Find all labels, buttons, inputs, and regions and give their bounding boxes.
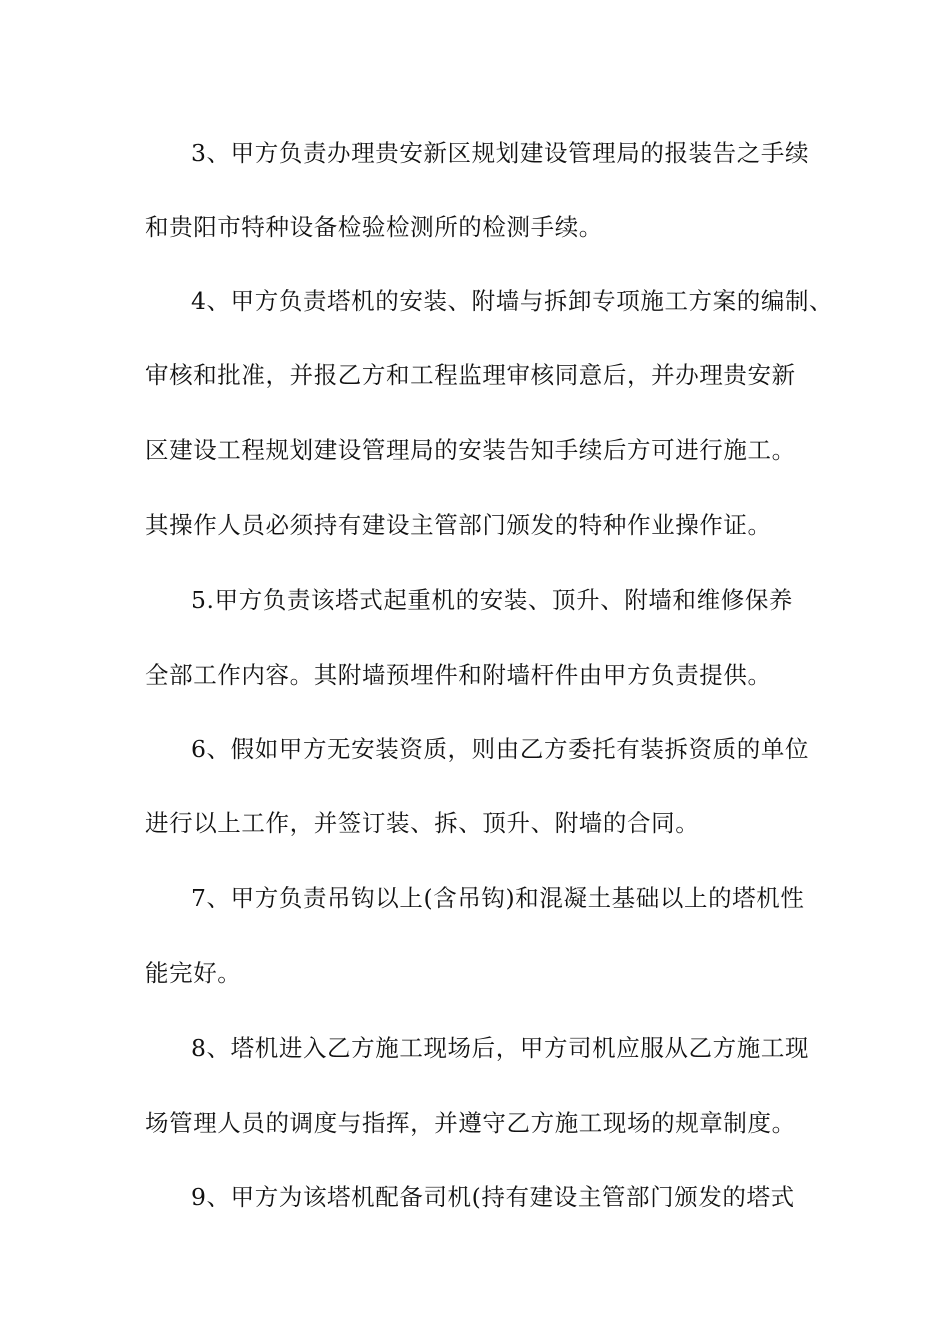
paragraph-6-line-1: 6、假如甲方无安装资质，则由乙方委托有装拆资质的单位	[191, 735, 810, 763]
paragraph-4-line-2: 审核和批准，并报乙方和工程监理审核同意后，并办理贵安新	[145, 361, 796, 389]
paragraph-9-line-1: 9、甲方为该塔机配备司机(持有建设主管部门颁发的塔式	[191, 1183, 795, 1211]
paragraph-7-line-1: 7、甲方负责吊钩以上(含吊钩)和混凝土基础以上的塔机性	[191, 884, 805, 912]
paragraph-4-line-4: 其操作人员必须持有建设主管部门颁发的特种作业操作证。	[145, 511, 772, 539]
paragraph-8-line-1: 8、塔机进入乙方施工现场后，甲方司机应服从乙方施工现	[191, 1034, 810, 1062]
paragraph-5-line-2: 全部工作内容。其附墙预埋件和附墙杆件由甲方负责提供。	[145, 661, 772, 689]
paragraph-5-line-1: 5.甲方负责该塔式起重机的安装、顶升、附墙和维修保养	[191, 586, 794, 614]
paragraph-3-line-1: 3、甲方负责办理贵安新区规划建设管理局的报装告之手续	[191, 139, 810, 167]
paragraph-3-line-2: 和贵阳市特种设备检验检测所的检测手续。	[145, 213, 603, 241]
paragraph-6-line-2: 进行以上工作，并签订装、拆、顶升、附墙的合同。	[145, 809, 700, 837]
paragraph-8-line-2: 场管理人员的调度与指挥，并遵守乙方施工现场的规章制度。	[145, 1109, 796, 1137]
paragraph-7-line-2: 能完好。	[145, 959, 242, 987]
paragraph-4-line-3: 区建设工程规划建设管理局的安装告知手续后方可进行施工。	[145, 436, 796, 464]
paragraph-4-line-1: 4、甲方负责塔机的安装、附墙与拆卸专项施工方案的编制、	[191, 287, 834, 315]
